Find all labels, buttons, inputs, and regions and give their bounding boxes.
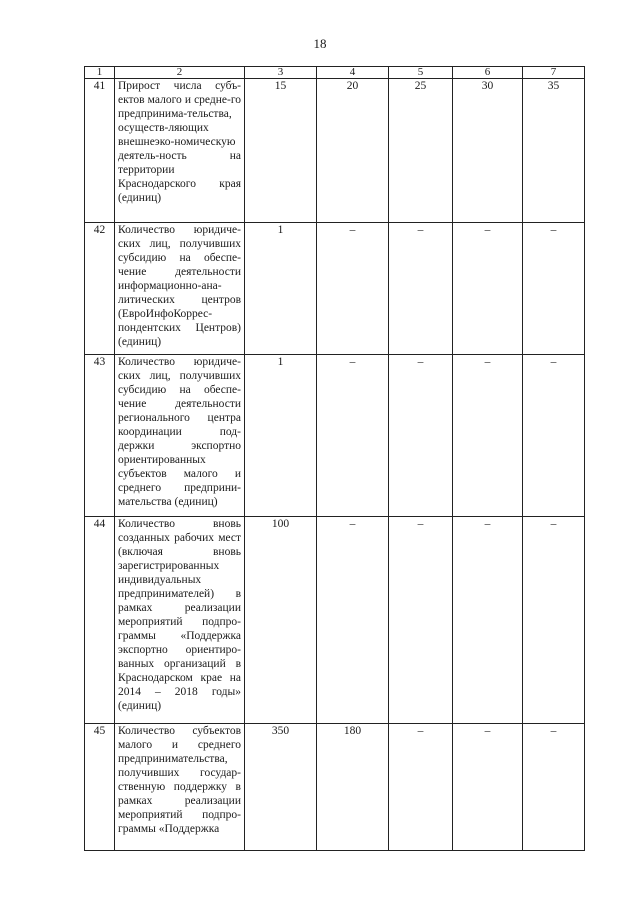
- value-col-6: –: [453, 724, 523, 851]
- value-col-7: 35: [523, 79, 585, 223]
- table-row: [85, 724, 585, 851]
- column-header: 4: [317, 67, 389, 79]
- value-col-4: –: [317, 355, 389, 517]
- indicator-description: Количество вновь созданных рабочих мест (включая вновь зарегистрированных индивидуальных предпринимателей) в рамках реализации мероприятий подпро-граммы «Поддержка экспортно ориентиро-ванных организаций в Краснодарском крае на 2014 – 2018 годы» (единиц): [115, 517, 245, 724]
- indicator-description: Прирост числа субъ-ектов малого и средне-го предпринима-тельства, осуществ-ляющих внешнеэко-номическую деятель-ность на территории Краснодарского края (единиц): [115, 79, 245, 223]
- column-header: 6: [453, 67, 523, 79]
- row-number: 43: [85, 355, 115, 517]
- value-col-6: 30: [453, 79, 523, 223]
- row-number: 45: [85, 724, 115, 851]
- value-col-4: –: [317, 517, 389, 724]
- column-header: 7: [523, 67, 585, 79]
- value-col-4: 180: [317, 724, 389, 851]
- value-col-4: 20: [317, 79, 389, 223]
- column-header: 5: [389, 67, 453, 79]
- value-col-3: 100: [245, 517, 317, 724]
- value-col-5: –: [389, 517, 453, 724]
- value-col-6: –: [453, 355, 523, 517]
- column-header: 3: [245, 67, 317, 79]
- table-row: [85, 355, 585, 517]
- value-col-6: –: [453, 517, 523, 724]
- table-row: [85, 517, 585, 724]
- value-col-6: –: [453, 223, 523, 355]
- table-row: [85, 223, 585, 355]
- row-number: 41: [85, 79, 115, 223]
- value-col-7: –: [523, 517, 585, 724]
- value-col-3: 15: [245, 79, 317, 223]
- value-col-5: –: [389, 223, 453, 355]
- value-col-5: 25: [389, 79, 453, 223]
- value-col-7: –: [523, 724, 585, 851]
- table-header-row: [85, 67, 585, 79]
- indicator-description: Количество юридиче-ских лиц, получивших субсидию на обеспе-чение деятельности регионального центра координации под-держки экспортно ориентированных субъектов малого и среднего предприни-мательства (единиц): [115, 355, 245, 517]
- column-header: 2: [115, 67, 245, 79]
- table-row: [85, 79, 585, 223]
- value-col-3: 1: [245, 355, 317, 517]
- page-number: 18: [313, 36, 327, 51]
- column-header: 1: [85, 67, 115, 79]
- value-col-7: –: [523, 355, 585, 517]
- indicator-description: Количество субъектов малого и среднего предпринимательства, получивших государ-ственную поддержку в рамках реализации мероприятий подпро-граммы «Поддержка: [115, 724, 245, 851]
- row-number: 42: [85, 223, 115, 355]
- value-col-4: –: [317, 223, 389, 355]
- value-col-5: –: [389, 355, 453, 517]
- value-col-7: –: [523, 223, 585, 355]
- indicator-description: Количество юридиче-ских лиц, получивших субсидию на обеспе-чение деятельности информационно-ана-литических центров (ЕвроИнфоКоррес-пондентских Центров) (единиц): [115, 223, 245, 355]
- indicators-table: [84, 66, 585, 851]
- value-col-5: –: [389, 724, 453, 851]
- row-number: 44: [85, 517, 115, 724]
- value-col-3: 1: [245, 223, 317, 355]
- value-col-3: 350: [245, 724, 317, 851]
